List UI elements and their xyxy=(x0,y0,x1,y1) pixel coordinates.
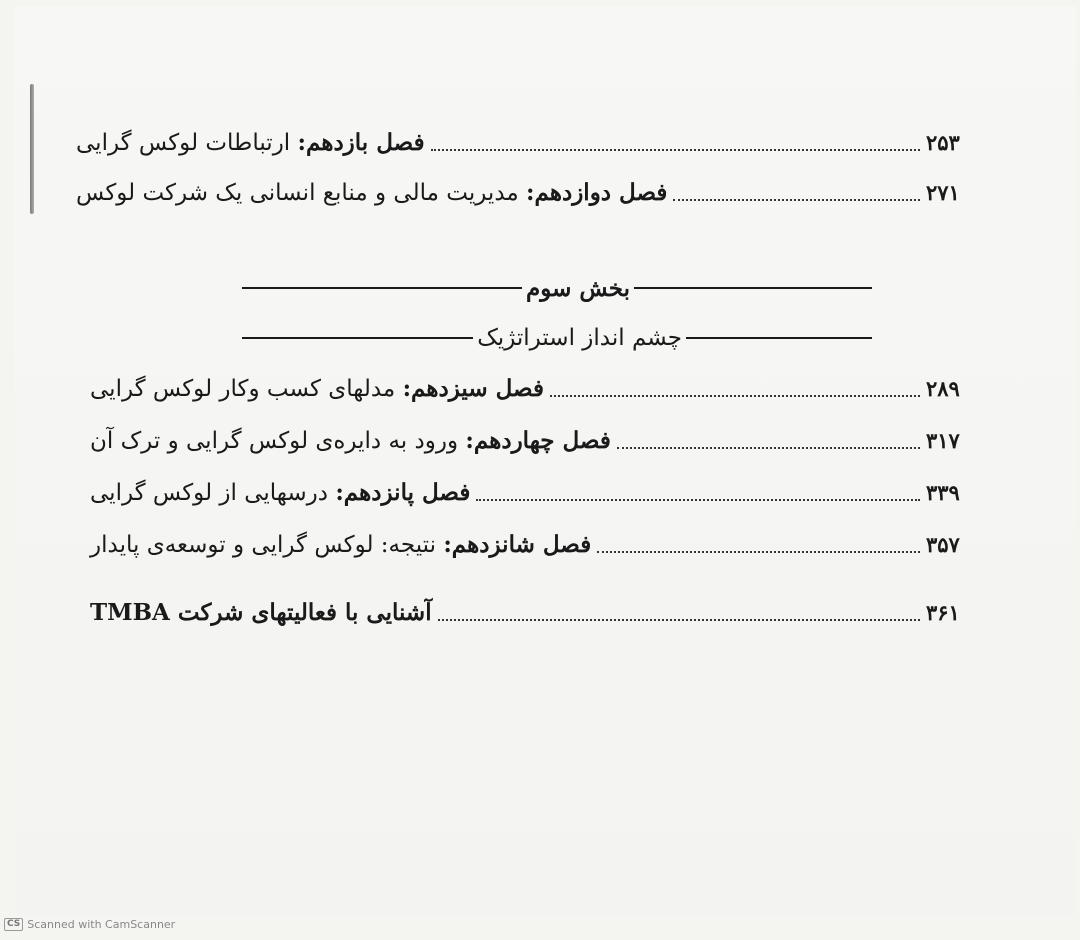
appendix-title: آشنایی با فعالیتهای شرکت TMBA xyxy=(90,598,432,626)
chapter-title: درسهایی از لوکس گرایی xyxy=(90,479,328,506)
toc-entry-chapter-16 xyxy=(84,524,986,564)
toc-entry-chapter-11 xyxy=(70,122,986,162)
part-heading xyxy=(242,268,872,308)
part-subtitle-row xyxy=(242,318,872,358)
part-title: بخش سوم xyxy=(526,274,630,302)
chapter-label: فصل بازدهم: xyxy=(297,128,425,156)
part-subtitle: چشم انداز استراتژیک xyxy=(477,325,682,351)
dot-leader xyxy=(673,199,920,201)
dot-leader xyxy=(550,395,920,397)
heading-rule-left xyxy=(242,337,473,339)
chapter-title: ورود به دایره‌ی لوکس گرایی و ترک آن xyxy=(90,427,459,454)
page-number: ۲۸۹ xyxy=(926,375,960,401)
heading-rule-right xyxy=(634,287,872,289)
page-number: ۳۱۷ xyxy=(926,427,960,453)
toc-entry-chapter-12 xyxy=(70,172,986,212)
dot-leader xyxy=(617,447,920,449)
chapter-title: نتیجه: لوکس گرایی و توسعه‌ی پایدار xyxy=(90,531,436,558)
chapter-label: فصل سیزدهم: xyxy=(402,374,544,402)
heading-rule-left xyxy=(242,287,522,289)
chapter-title: مدلهای کسب وکار لوکس گرایی xyxy=(90,375,396,402)
chapter-label: فصل چهاردهم: xyxy=(465,426,611,454)
chapter-label: فصل دوازدهم: xyxy=(526,178,668,206)
scanner-label: Scanned with CamScanner xyxy=(27,918,176,931)
chapter-label: فصل شانزدهم: xyxy=(443,530,592,558)
page-number: ۲۵۳ xyxy=(926,129,960,155)
page-number: ۳۶۱ xyxy=(926,599,960,625)
dot-leader xyxy=(431,149,920,151)
page-number: ۳۵۷ xyxy=(926,531,960,557)
dot-leader xyxy=(438,619,920,621)
scanner-watermark xyxy=(4,918,175,931)
dot-leader xyxy=(597,551,920,553)
heading-rule-right xyxy=(686,337,872,339)
chapter-title: ارتباطات لوکس گرایی xyxy=(76,129,291,156)
page-number: ۳۳۹ xyxy=(926,479,960,505)
document-page xyxy=(14,6,1076,916)
binding-shadow xyxy=(30,84,34,214)
toc-entry-chapter-14 xyxy=(84,420,986,460)
toc-entry-chapter-13 xyxy=(84,368,986,408)
chapter-title: مدیریت مالی و منابع انسانی یک شرکت لوکس xyxy=(76,179,519,206)
page-number: ۲۷۱ xyxy=(926,179,960,205)
camscanner-icon: CS xyxy=(4,918,23,931)
toc-entry-appendix xyxy=(84,592,986,632)
toc-entry-chapter-15 xyxy=(84,472,986,512)
chapter-label: فصل پانزدهم: xyxy=(335,478,471,506)
dot-leader xyxy=(476,499,920,501)
